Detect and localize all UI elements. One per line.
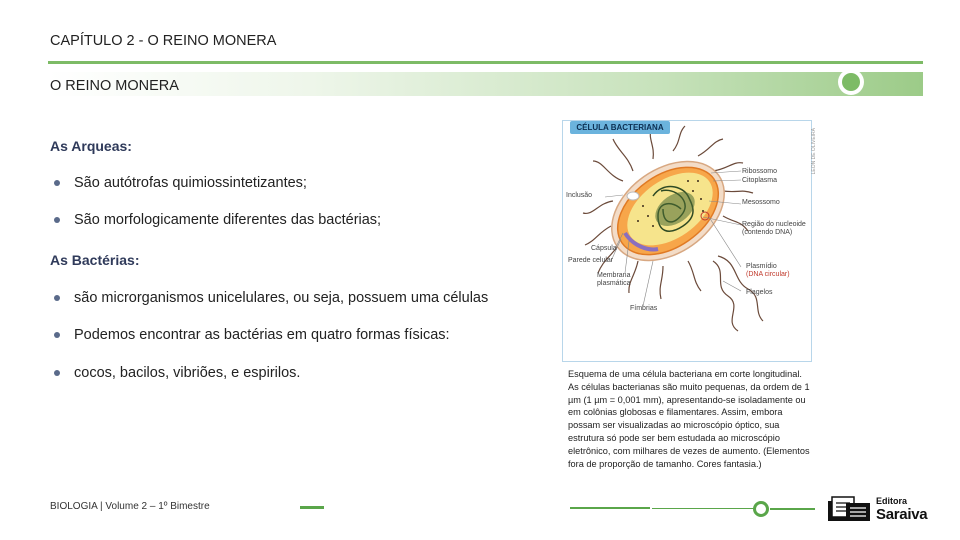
header-divider (48, 61, 923, 64)
list-item: Podemos encontrar as bactérias em quatro formas físicas: (50, 327, 450, 343)
label-fimbrias: Fímbrias (630, 305, 658, 312)
circle-badge-icon (831, 68, 871, 96)
figure-caption: Esquema de uma célula bacteriana em corte longitudinal. As células bacterianas são muito pequenas, da ordem de 1 µm (1 µm = 0,001 mm), apresentando-se isoladamente ou em colônias globosas e filamentares. Assim, embora possam ser visualizadas ao microscópio óptico, sua estrutura só pode ser bem estudada ao microscópio eletrônico, com milhares de vezes de aumento. (Elementos fora de proporção de tamanho. Cores fantasia.) (568, 369, 810, 469)
label-membrana-sub: plasmática (597, 280, 631, 287)
list-item: São morfologicamente diferentes das bactérias; (50, 212, 381, 228)
figure-title: CÉLULA BACTERIANA (570, 121, 670, 134)
label-inclusao: Inclusão (566, 192, 593, 199)
footer-accent (300, 506, 324, 509)
label-parede-celular: Parede celular (568, 257, 614, 264)
book-logo-icon (826, 495, 874, 523)
footer-text: BIOLOGIA | Volume 2 – 1º Bimestre (50, 501, 210, 512)
footer-accent (570, 507, 650, 509)
chapter-title: CAPÍTULO 2 - O REINO MONERA (50, 33, 277, 49)
bullet-icon (54, 295, 60, 301)
figure-credit: LEON DE OLIVEIRA (811, 128, 817, 175)
footer-accent (652, 508, 762, 509)
bullet-icon (54, 180, 60, 186)
label-flagelos: Flagelos (746, 289, 773, 296)
bacterias-heading: As Bactérias: (50, 252, 140, 268)
bullet-icon (54, 370, 60, 376)
logo-saraiva: Saraiva (876, 506, 928, 523)
label-mesossomo: Mesossomo (742, 199, 780, 206)
footer-accent (770, 508, 815, 510)
label-capsula: Cápsula (591, 245, 617, 252)
section-title: O REINO MONERA (50, 78, 179, 94)
label-regiao-nucleoide-sub: (contendo DNA) (742, 229, 793, 236)
bullet-icon (54, 217, 60, 223)
label-plasmidio: Plasmídio (746, 263, 777, 270)
bacterial-cell-figure (562, 120, 812, 362)
footer-circle-icon (753, 501, 769, 517)
list-item: cocos, bacilos, vibriões, e espirilos. (50, 365, 300, 381)
bacterial-cell-diagram (563, 121, 811, 361)
logo-editora: Editora (876, 496, 908, 506)
label-regiao-nucleoide: Região do nucleoide (742, 221, 806, 228)
label-plasmidio-sub: (DNA circular) (746, 271, 790, 278)
arqueas-heading: As Arqueas: (50, 138, 132, 154)
section-banner (48, 72, 923, 96)
label-citoplasma: Citoplasma (742, 177, 778, 184)
label-ribossomo: Ribossomo (742, 168, 778, 175)
label-membrana: Membrana (597, 272, 631, 279)
list-item: São autótrofas quimiossintetizantes; (50, 175, 307, 191)
bullet-icon (54, 332, 60, 338)
list-item: são microrganismos unicelulares, ou seja, possuem uma células (50, 290, 488, 306)
